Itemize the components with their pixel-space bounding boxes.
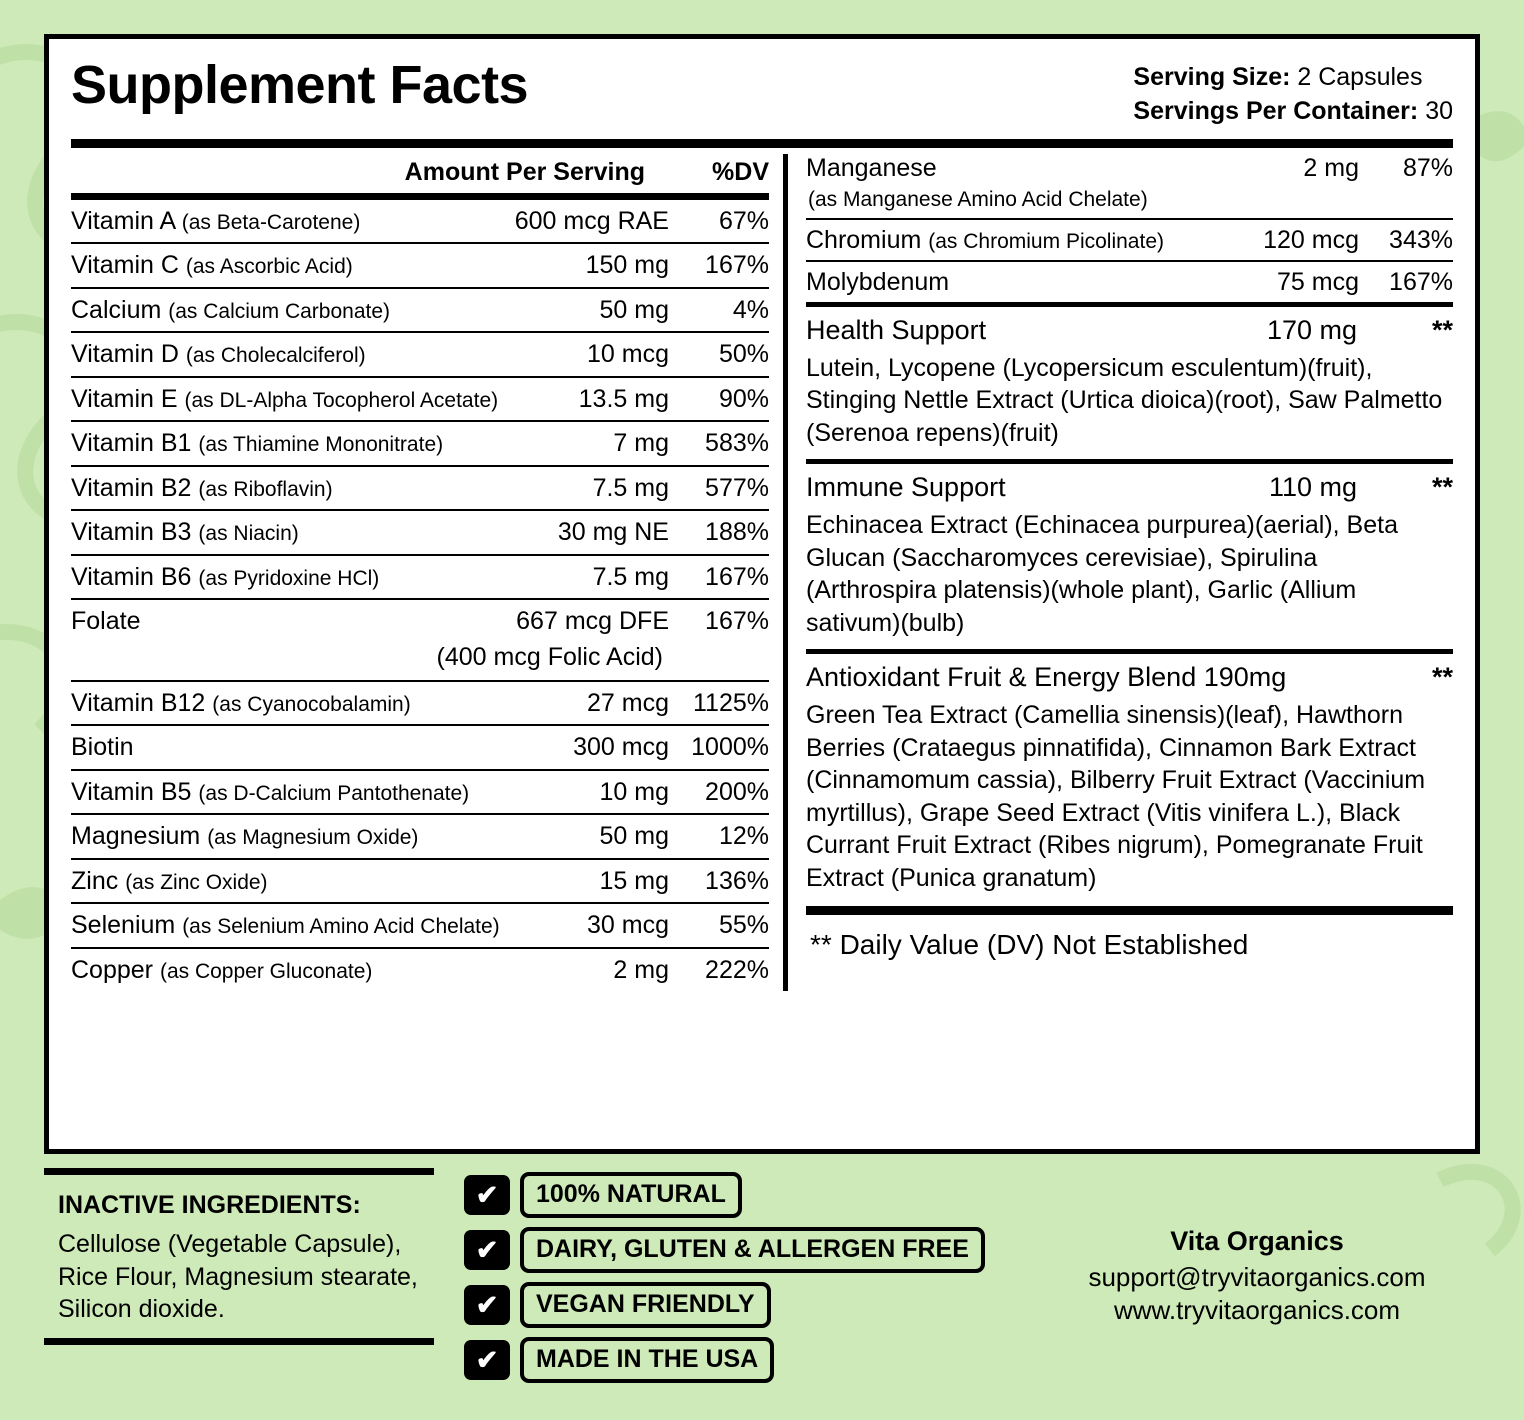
nutrient-dv: 55%: [718, 911, 769, 939]
nutrient-amount: 2 mg: [1303, 153, 1359, 182]
serving-info: [1113, 53, 1453, 129]
list-item: [464, 1337, 1034, 1383]
nutrient-amount: 50 mg: [599, 295, 669, 324]
support-email: support@tryvitaorganics.com: [1088, 1262, 1426, 1292]
website-url: www.tryvitaorganics.com: [1113, 1295, 1401, 1326]
table-row: [71, 947, 769, 992]
nutrient-source: (as Selenium Amino Acid Chelate): [182, 915, 500, 938]
nutrient-dv: 1125%: [693, 688, 769, 717]
table-row: [806, 260, 1453, 302]
claim-label: MADE IN THE USA: [520, 1337, 774, 1383]
claims-list: [464, 1168, 1034, 1398]
blend-ingredients: Echinacea Extract (Echinacea purpurea)(aerial), Beta Glucan (Saccharomyces cerevisiae), Spirulina (Arthrospira platensis)(whole plant), Garlic (Allium sativum)(bulb): [806, 511, 1398, 637]
table-row: [71, 680, 769, 725]
nutrient-name: Vitamin D: [71, 340, 179, 368]
nutrient-amount: 300 mcg: [573, 733, 669, 761]
nutrient-dv: 1000%: [691, 733, 769, 761]
nutrient-name: Vitamin B6: [71, 562, 192, 591]
nutrient-amount: 15 mg: [599, 866, 669, 895]
nutrient-source: (as Beta-Carotene): [181, 210, 361, 234]
nutrient-source: (as Zinc Oxide): [125, 870, 268, 894]
table-row: [71, 813, 769, 858]
table-row: [71, 287, 769, 332]
nutrient-dv: 583%: [705, 429, 769, 457]
nutrient-name: Selenium: [71, 911, 176, 939]
nutrient-source: (as Chromium Picolinate): [928, 229, 1164, 253]
nutrient-amount: 600 mcg RAE: [514, 206, 669, 235]
table-row: [71, 769, 769, 814]
nutrient-amount: 75 mcg: [1277, 267, 1359, 296]
nutrient-amount: 30 mg NE: [557, 518, 669, 546]
nutrient-name: Zinc: [71, 866, 119, 895]
inactive-ingredients-title: INACTIVE INGREDIENTS:: [58, 1191, 361, 1219]
nutrient-amount: 120 mcg: [1263, 225, 1359, 254]
nutrient-amount: 50 mg: [599, 822, 669, 850]
panel-header: [71, 53, 1453, 129]
blend-dv: **: [1431, 314, 1453, 345]
servings-per-container-label: Servings Per Container:: [1133, 96, 1419, 125]
nutrient-dv: 343%: [1389, 225, 1453, 254]
table-row: [71, 198, 769, 243]
footnote-divider: [806, 906, 1453, 915]
nutrient-amount: 7.5 mg: [592, 473, 669, 502]
nutrient-name: Vitamin B5: [71, 777, 192, 806]
nutrient-dv: 577%: [705, 473, 769, 502]
claim-label: VEGAN FRIENDLY: [520, 1282, 771, 1328]
nutrient-name: Magnesium: [71, 822, 201, 850]
table-row: [806, 218, 1453, 260]
nutrient-name: Vitamin E: [71, 384, 178, 413]
nutrient-dv: 188%: [705, 518, 769, 546]
nutrient-dv: 167%: [705, 562, 769, 591]
blend-dv: **: [1431, 662, 1453, 692]
nutrient-source: (as Cyanocobalamin): [212, 692, 411, 716]
table-row: [71, 724, 769, 769]
nutrient-dv: 200%: [705, 777, 769, 806]
nutrient-amount: 667 mcg DFE: [516, 607, 669, 635]
list-item: [464, 1227, 1034, 1273]
nutrient-source: (as Copper Gluconate): [159, 959, 373, 983]
nutrient-dv: 87%: [1402, 153, 1453, 182]
table-row: [71, 331, 769, 376]
list-item: [464, 1282, 1034, 1328]
nutrient-source: (as Thiamine Mononitrate): [198, 433, 444, 456]
nutrient-dv: 167%: [705, 607, 769, 635]
nutrient-source: (as Niacin): [198, 522, 299, 545]
table-row: [806, 148, 1453, 188]
nutrient-dv: 12%: [718, 822, 769, 850]
table-row: [71, 554, 769, 599]
nutrient-amount: 7.5 mg: [592, 562, 669, 591]
table-row: [71, 598, 769, 643]
nutrients-right-column: [788, 148, 1453, 992]
dv-header: %DV: [712, 157, 769, 186]
nutrient-dv: 90%: [718, 384, 769, 413]
inactive-ingredients-text: Cellulose (Vegetable Capsule), Rice Flour, Magnesium stearate, Silicon dioxide.: [58, 1230, 418, 1323]
nutrient-name: Vitamin B2: [71, 473, 192, 502]
blend-dv: **: [1431, 472, 1453, 502]
nutrient-amount: 150 mg: [585, 251, 669, 279]
dv-footnote: ** Daily Value (DV) Not Established: [810, 929, 1249, 960]
nutrient-dv: 136%: [705, 866, 769, 895]
nutrient-name: Manganese: [806, 153, 937, 182]
nutrient-source: (as DL-Alpha Tocopherol Acetate): [184, 388, 499, 412]
table-row: [71, 420, 769, 465]
table-row: [71, 242, 769, 287]
check-icon: ✔: [464, 1340, 510, 1380]
nutrient-name: Vitamin C: [71, 251, 179, 279]
nutrient-amount: 30 mcg: [587, 911, 669, 939]
nutrient-name: Folate: [71, 607, 141, 635]
header-divider: [71, 139, 1453, 148]
inactive-ingredients-block: [44, 1168, 464, 1398]
nutrient-source: (as Cholecalciferol): [185, 344, 366, 367]
claim-label: DAIRY, GLUTEN & ALLERGEN FREE: [520, 1227, 985, 1273]
nutrient-source: (as D-Calcium Pantothenate): [198, 781, 470, 805]
nutrient-name: Vitamin B12: [71, 688, 206, 717]
blend-amount: 110 mg: [1268, 472, 1357, 502]
supplement-facts-panel: [44, 34, 1480, 1154]
nutrient-source: (as Riboflavin): [198, 477, 333, 501]
nutrients-left-column: [71, 148, 783, 992]
serving-size-label: Serving Size:: [1133, 63, 1291, 91]
folate-secondary-amount: (400 mcg Folic Acid): [436, 642, 663, 671]
nutrient-amount: 13.5 mg: [578, 384, 669, 413]
nutrient-name: Molybdenum: [806, 267, 950, 296]
nutrient-name: Vitamin A: [71, 206, 175, 235]
check-icon: ✔: [464, 1285, 510, 1325]
nutrient-dv: 50%: [718, 340, 769, 368]
blend-header: [806, 464, 1453, 505]
nutrient-name: Biotin: [71, 733, 134, 761]
check-icon: ✔: [464, 1175, 510, 1215]
serving-size-value: 2 Capsules: [1297, 63, 1423, 91]
blend-header: [806, 307, 1453, 348]
nutrient-name: Chromium: [806, 225, 922, 254]
nutrient-name: Vitamin B1: [71, 429, 192, 457]
nutrient-name: Calcium: [71, 295, 162, 324]
nutrient-name: Vitamin B3: [71, 518, 192, 546]
nutrient-amount: 10 mcg: [587, 340, 669, 368]
table-row: [71, 376, 769, 421]
nutrient-dv: 222%: [705, 955, 769, 984]
nutrient-source: (as Pyridoxine HCl): [198, 566, 380, 590]
nutrient-source: (as Ascorbic Acid): [185, 255, 353, 278]
nutrient-amount: 10 mg: [599, 777, 669, 806]
claim-label: 100% NATURAL: [520, 1172, 742, 1218]
blend-ingredients: Green Tea Extract (Camellia sinensis)(leaf), Hawthorn Berries (Crataegus pinnatifida), Cinnamon Bark Extract (Cinnamomum cassia), Bilberry Fruit Extract (Vaccinium myrtillus), Grape Seed Extract (Vitis vinifera L.), Black Currant Fruit Extract (Ribes nigrum), Pomegranate Fruit Extract (Punica granatum): [806, 701, 1426, 892]
table-header-row: [71, 148, 769, 193]
blend-header: [806, 654, 1453, 695]
amount-per-serving-header: Amount Per Serving: [404, 157, 645, 186]
blend-amount: 170 mg: [1266, 314, 1357, 345]
nutrient-source: (as Magnesium Oxide): [207, 826, 419, 849]
page-title: Supplement Facts: [71, 55, 529, 115]
nutrient-amount: 7 mg: [613, 429, 669, 457]
nutrient-name: Copper: [71, 955, 153, 984]
list-item: [464, 1172, 1034, 1218]
nutrient-dv: 4%: [732, 295, 769, 324]
check-icon: ✔: [464, 1230, 510, 1270]
nutrient-dv: 67%: [718, 206, 769, 235]
blend-name: Immune Support: [806, 472, 1006, 502]
manganese-source-note: (as Manganese Amino Acid Chelate): [808, 187, 1148, 211]
brand-name: Vita Organics: [1170, 1226, 1344, 1256]
nutrient-source: (as Calcium Carbonate): [168, 299, 391, 323]
inactive-top-rule: [44, 1168, 434, 1175]
inactive-bottom-rule: [44, 1338, 434, 1345]
table-row: [71, 465, 769, 510]
nutrient-amount: 27 mcg: [587, 688, 669, 717]
servings-per-container-value: 30: [1425, 96, 1453, 125]
blend-ingredients: Lutein, Lycopene (Lycopersicum esculentum)(fruit), Stinging Nettle Extract (Urtica dioica)(root), Saw Palmetto (Serenoa repens)(fruit): [806, 353, 1443, 447]
blend-name: Antioxidant Fruit & Energy Blend 190mg: [806, 662, 1287, 692]
nutrient-amount: 2 mg: [613, 955, 669, 984]
brand-block: [1034, 1168, 1480, 1398]
table-row: [71, 858, 769, 903]
nutrient-dv: 167%: [705, 251, 769, 279]
nutrient-dv: 167%: [1389, 267, 1453, 296]
table-row: [71, 509, 769, 554]
blend-name: Health Support: [806, 314, 987, 345]
label-footer: [44, 1168, 1480, 1398]
table-row: [71, 902, 769, 947]
